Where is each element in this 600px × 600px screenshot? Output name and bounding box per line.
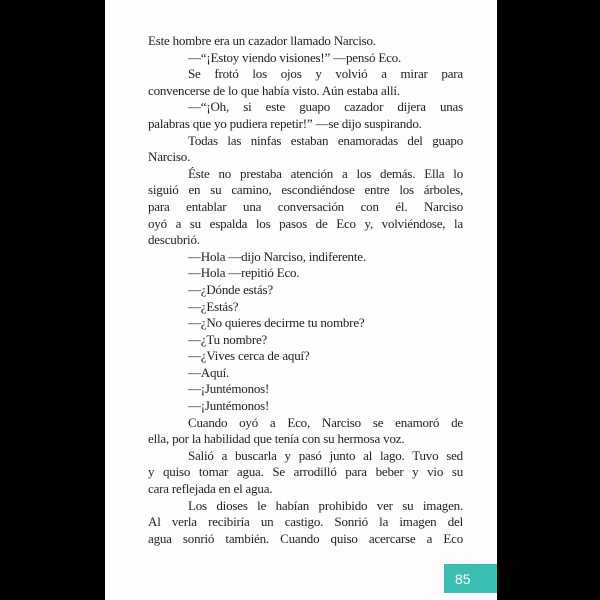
text-line: Los dioses le habían prohibido ver su imagen. (188, 497, 463, 513)
text-line: y quiso tomar agua. Se arrodilló para beber y vio su (148, 464, 463, 480)
text-line: Éste no prestaba atención a los demás. Ella lo (188, 165, 463, 181)
text-line: palabras que yo pudiera repetir!” —se dijo suspirando. (148, 115, 422, 131)
book-page (105, 0, 497, 600)
text-line: Todas las ninfas estaban enamoradas del guapo (188, 132, 463, 148)
text-line: Salió a buscarla y pasó junto al lago. Tuvo sed (188, 447, 463, 463)
text-line: —¡Juntémonos! (188, 398, 270, 414)
text-line: —¿Dónde estás? (188, 281, 273, 297)
text-line: siguió en su camino, escondiéndose entre los árboles, (148, 182, 463, 198)
text-line: Se frotó los ojos y volvió a mirar para (188, 66, 463, 82)
page-number-badge (444, 564, 497, 593)
text-line: cara reflejada en el agua. (148, 481, 273, 497)
text-line: —¿No quieres decirme tu nombre? (188, 315, 365, 331)
text-line: —Aquí. (188, 364, 230, 380)
text-line: —Hola —repitió Eco. (188, 265, 300, 281)
text-line: —Hola —dijo Narciso, indiferente. (188, 248, 366, 264)
text-line: Al verla recibiría un castigo. Sonrió la imagen del (148, 514, 463, 530)
text-line: —“¡Estoy viendo visiones!” —pensó Eco. (188, 49, 401, 65)
text-line: convencerse de lo que había visto. Aún estaba allí. (148, 82, 400, 98)
page-number: 85 (455, 570, 471, 587)
text-line: para entablar una conversación con él. Narciso (148, 198, 463, 214)
text-line: —“¡Oh, si este guapo cazador dijera unas (188, 99, 463, 115)
text-line: descubrió. (148, 232, 200, 248)
text-line: —¡Juntémonos! (188, 381, 270, 397)
text-line: Este hombre era un cazador llamado Narciso. (148, 33, 376, 48)
page-text-block (148, 33, 463, 547)
text-line: agua sonrió también. Cuando quiso acercarse a Eco (148, 530, 463, 546)
text-line: —¿Vives cerca de aquí? (188, 348, 310, 364)
text-line: ella, por la habilidad que tenía con su hermosa voz. (148, 431, 405, 447)
text-line: Cuando oyó a Eco, Narciso se enamoró de (188, 414, 463, 430)
text-line: Narciso. (148, 149, 191, 165)
text-line: —¿Tu nombre? (188, 331, 268, 347)
text-line: oyó a su espalda los pasos de Eco y, volviéndose, la (148, 215, 463, 231)
text-line: —¿Estás? (188, 298, 239, 314)
